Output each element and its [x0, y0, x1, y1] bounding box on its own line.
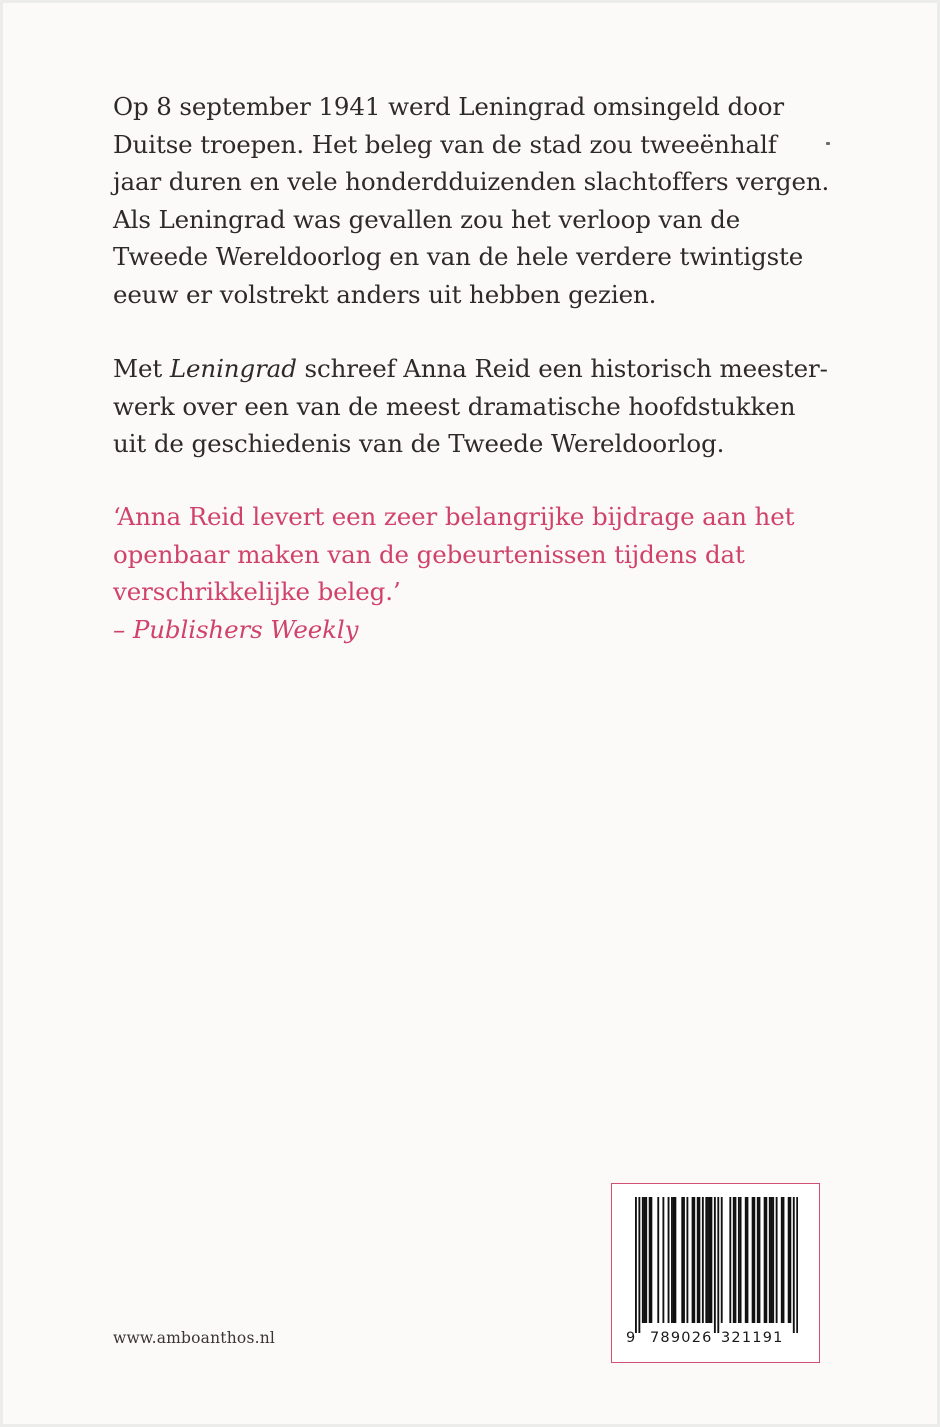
barcode-bar — [729, 1197, 731, 1323]
barcode-bar — [752, 1197, 754, 1323]
barcode-bar — [707, 1197, 709, 1323]
blurb-line — [113, 350, 833, 388]
barcode-bar — [635, 1197, 637, 1333]
barcode-bar — [673, 1197, 675, 1323]
barcode-bar — [668, 1197, 670, 1323]
barcode-bar — [776, 1197, 778, 1323]
barcode-bar — [681, 1197, 683, 1323]
barcode-bar — [697, 1197, 699, 1323]
barcode-bar — [759, 1197, 761, 1323]
barcode-bar — [757, 1197, 759, 1323]
blurb-line: Tweede Wereldoorlog en van de hele verdere twintigste — [113, 242, 804, 271]
barcode-bar — [783, 1197, 785, 1323]
barcode-bar — [781, 1197, 783, 1323]
barcode-bar — [764, 1197, 766, 1323]
barcode-bar — [649, 1197, 651, 1323]
barcode-bar — [745, 1197, 747, 1323]
blurb-paragraph-1 — [113, 88, 833, 313]
barcode-bar — [693, 1197, 695, 1323]
barcode-bar — [738, 1197, 740, 1323]
barcode-bar — [796, 1197, 798, 1333]
barcode-bar — [721, 1197, 723, 1323]
barcode-lead-digit: 9 — [626, 1330, 637, 1346]
barcode-bar — [650, 1197, 652, 1323]
barcode-bar — [769, 1197, 771, 1323]
barcode-bar — [674, 1197, 676, 1323]
barcode-bar — [789, 1197, 791, 1323]
blurb-text: Met — [113, 354, 170, 383]
blurb-line: Duitse troepen. Het beleg van de stad zou tweeënhalf — [113, 129, 777, 159]
barcode-bar — [683, 1197, 685, 1323]
review-quote — [113, 498, 833, 648]
barcode-bar — [772, 1197, 774, 1323]
barcode-bar — [765, 1197, 767, 1323]
blurb-line: uit de geschiedenis van de Tweede Wereldoorlog. — [113, 429, 725, 458]
barcode-bar — [717, 1197, 719, 1333]
barcode-bar — [645, 1197, 647, 1323]
publisher-website: www.amboanthos.nl — [113, 1329, 276, 1347]
blurb-line: Op 8 september 1941 werd Leningrad omsingeld door — [113, 92, 785, 121]
barcode-bar — [698, 1197, 700, 1323]
barcode-bar — [642, 1197, 644, 1323]
barcode-bar — [710, 1197, 712, 1323]
quote-attribution: – Publishers Weekly — [113, 614, 359, 644]
barcode-bar — [793, 1197, 795, 1333]
barcode-bar — [644, 1197, 646, 1323]
barcode-bar — [714, 1197, 716, 1333]
blurb-line: jaar duren en vele honderdduizenden slachtoffers vergen. — [113, 167, 830, 196]
barcode-bar — [709, 1197, 711, 1323]
barcode-bar — [638, 1197, 640, 1333]
isbn-barcode — [611, 1183, 820, 1363]
quote-line: openbaar maken van de gebeurtenissen tijdens dat — [113, 539, 745, 569]
barcode-bar — [671, 1197, 673, 1323]
quote-line: ‘Anna Reid levert een zeer belangrijke bijdrage aan het — [113, 502, 795, 531]
barcode-right-group: 321191 — [721, 1330, 784, 1346]
quote-line: verschrikkelijke beleg.’ — [113, 577, 401, 606]
barcode-bar — [657, 1197, 659, 1323]
blurb-text: schreef Anna Reid een historisch meester- — [296, 354, 828, 383]
blurb-paragraph-2 — [113, 350, 833, 463]
barcode-bar — [705, 1197, 707, 1323]
barcode-bar — [662, 1197, 664, 1323]
barcode-bar — [702, 1197, 704, 1323]
barcode-bar — [753, 1197, 755, 1323]
barcode-bar — [686, 1197, 688, 1323]
barcode-left-group: 789026 — [650, 1330, 713, 1346]
barcode-bar — [692, 1197, 694, 1323]
barcode-bar — [733, 1197, 735, 1323]
barcode-bar — [788, 1197, 790, 1323]
book-title-italic: Leningrad — [169, 354, 297, 383]
barcode-bar — [771, 1197, 773, 1323]
blurb-line: werk over een van de meest dramatische hoofdstukken — [113, 391, 796, 421]
barcode-bar — [735, 1197, 737, 1323]
barcode-bar — [747, 1197, 749, 1323]
blurb-line: eeuw er volstrekt anders uit hebben gezien. — [113, 279, 657, 309]
blurb-line: Als Leningrad was gevallen zou het verloop van de — [113, 204, 741, 234]
barcode-bar — [740, 1197, 742, 1323]
barcode-bars — [635, 1197, 798, 1333]
